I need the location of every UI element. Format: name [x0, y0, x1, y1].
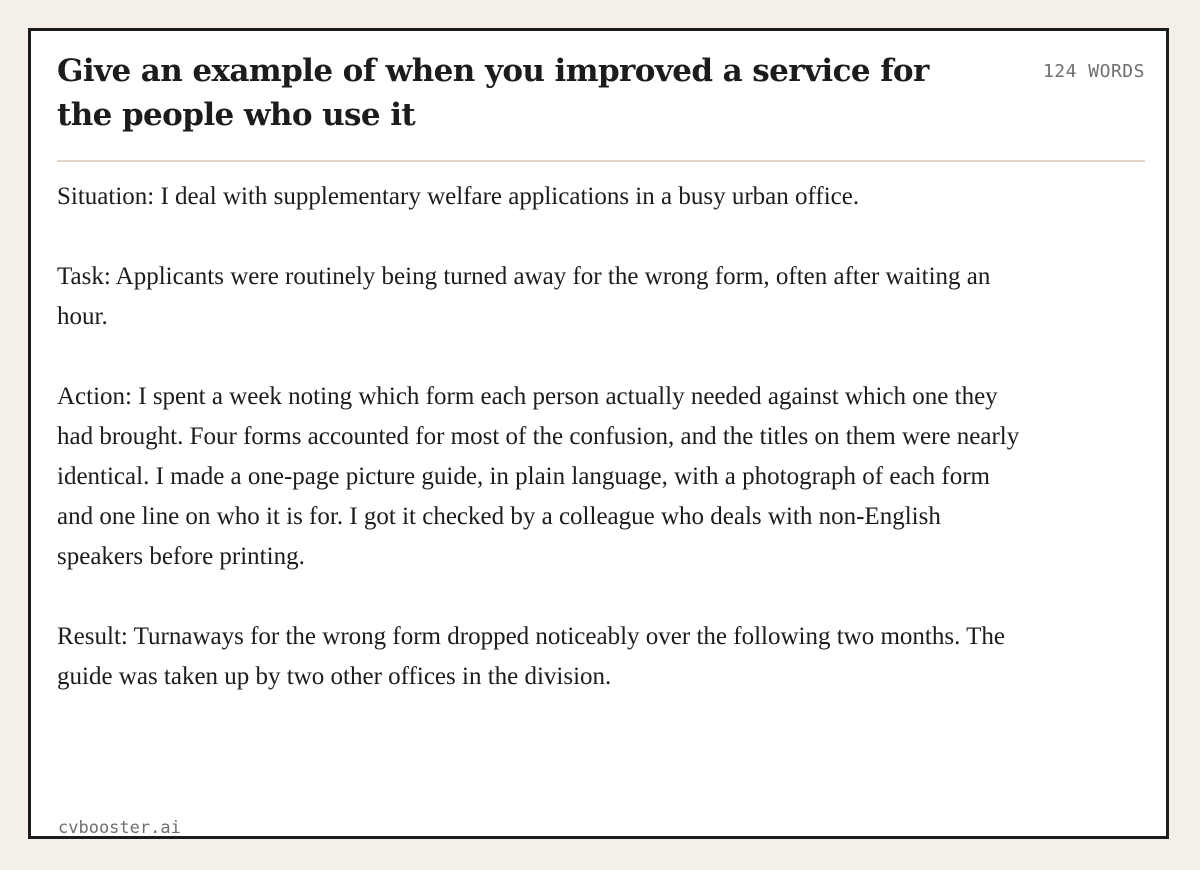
situation-paragraph: Situation: I deal with supplementary welfare applications in a busy urban office. [57, 183, 860, 210]
answer-body [57, 177, 1027, 697]
task-paragraph: Task: Applicants were routinely being turned away for the wrong form, often after waiting an hour. [57, 263, 991, 330]
action-paragraph: Action: I spent a week noting which form each person actually needed against which one they had brought. Four forms accounted for most of the confusion, and the titles on them were nearly identical. I made a one-page picture guide, in plain language, with a photograph of each form and one line on who it is for. I got it checked by a colleague who deals with non-English speakers before printing. [57, 383, 1020, 570]
result-paragraph: Result: Turnaways for the wrong form dropped noticeably over the following two months. The guide was taken up by two other offices in the division. [57, 623, 1006, 690]
brand-footer: cvbooster.ai [58, 818, 181, 838]
word-count-label: 124 WORDS [1042, 61, 1145, 82]
question-title: Give an example of when you improved a service for the people who use it [57, 53, 929, 133]
card-header [57, 49, 1145, 162]
answer-card [28, 28, 1169, 839]
